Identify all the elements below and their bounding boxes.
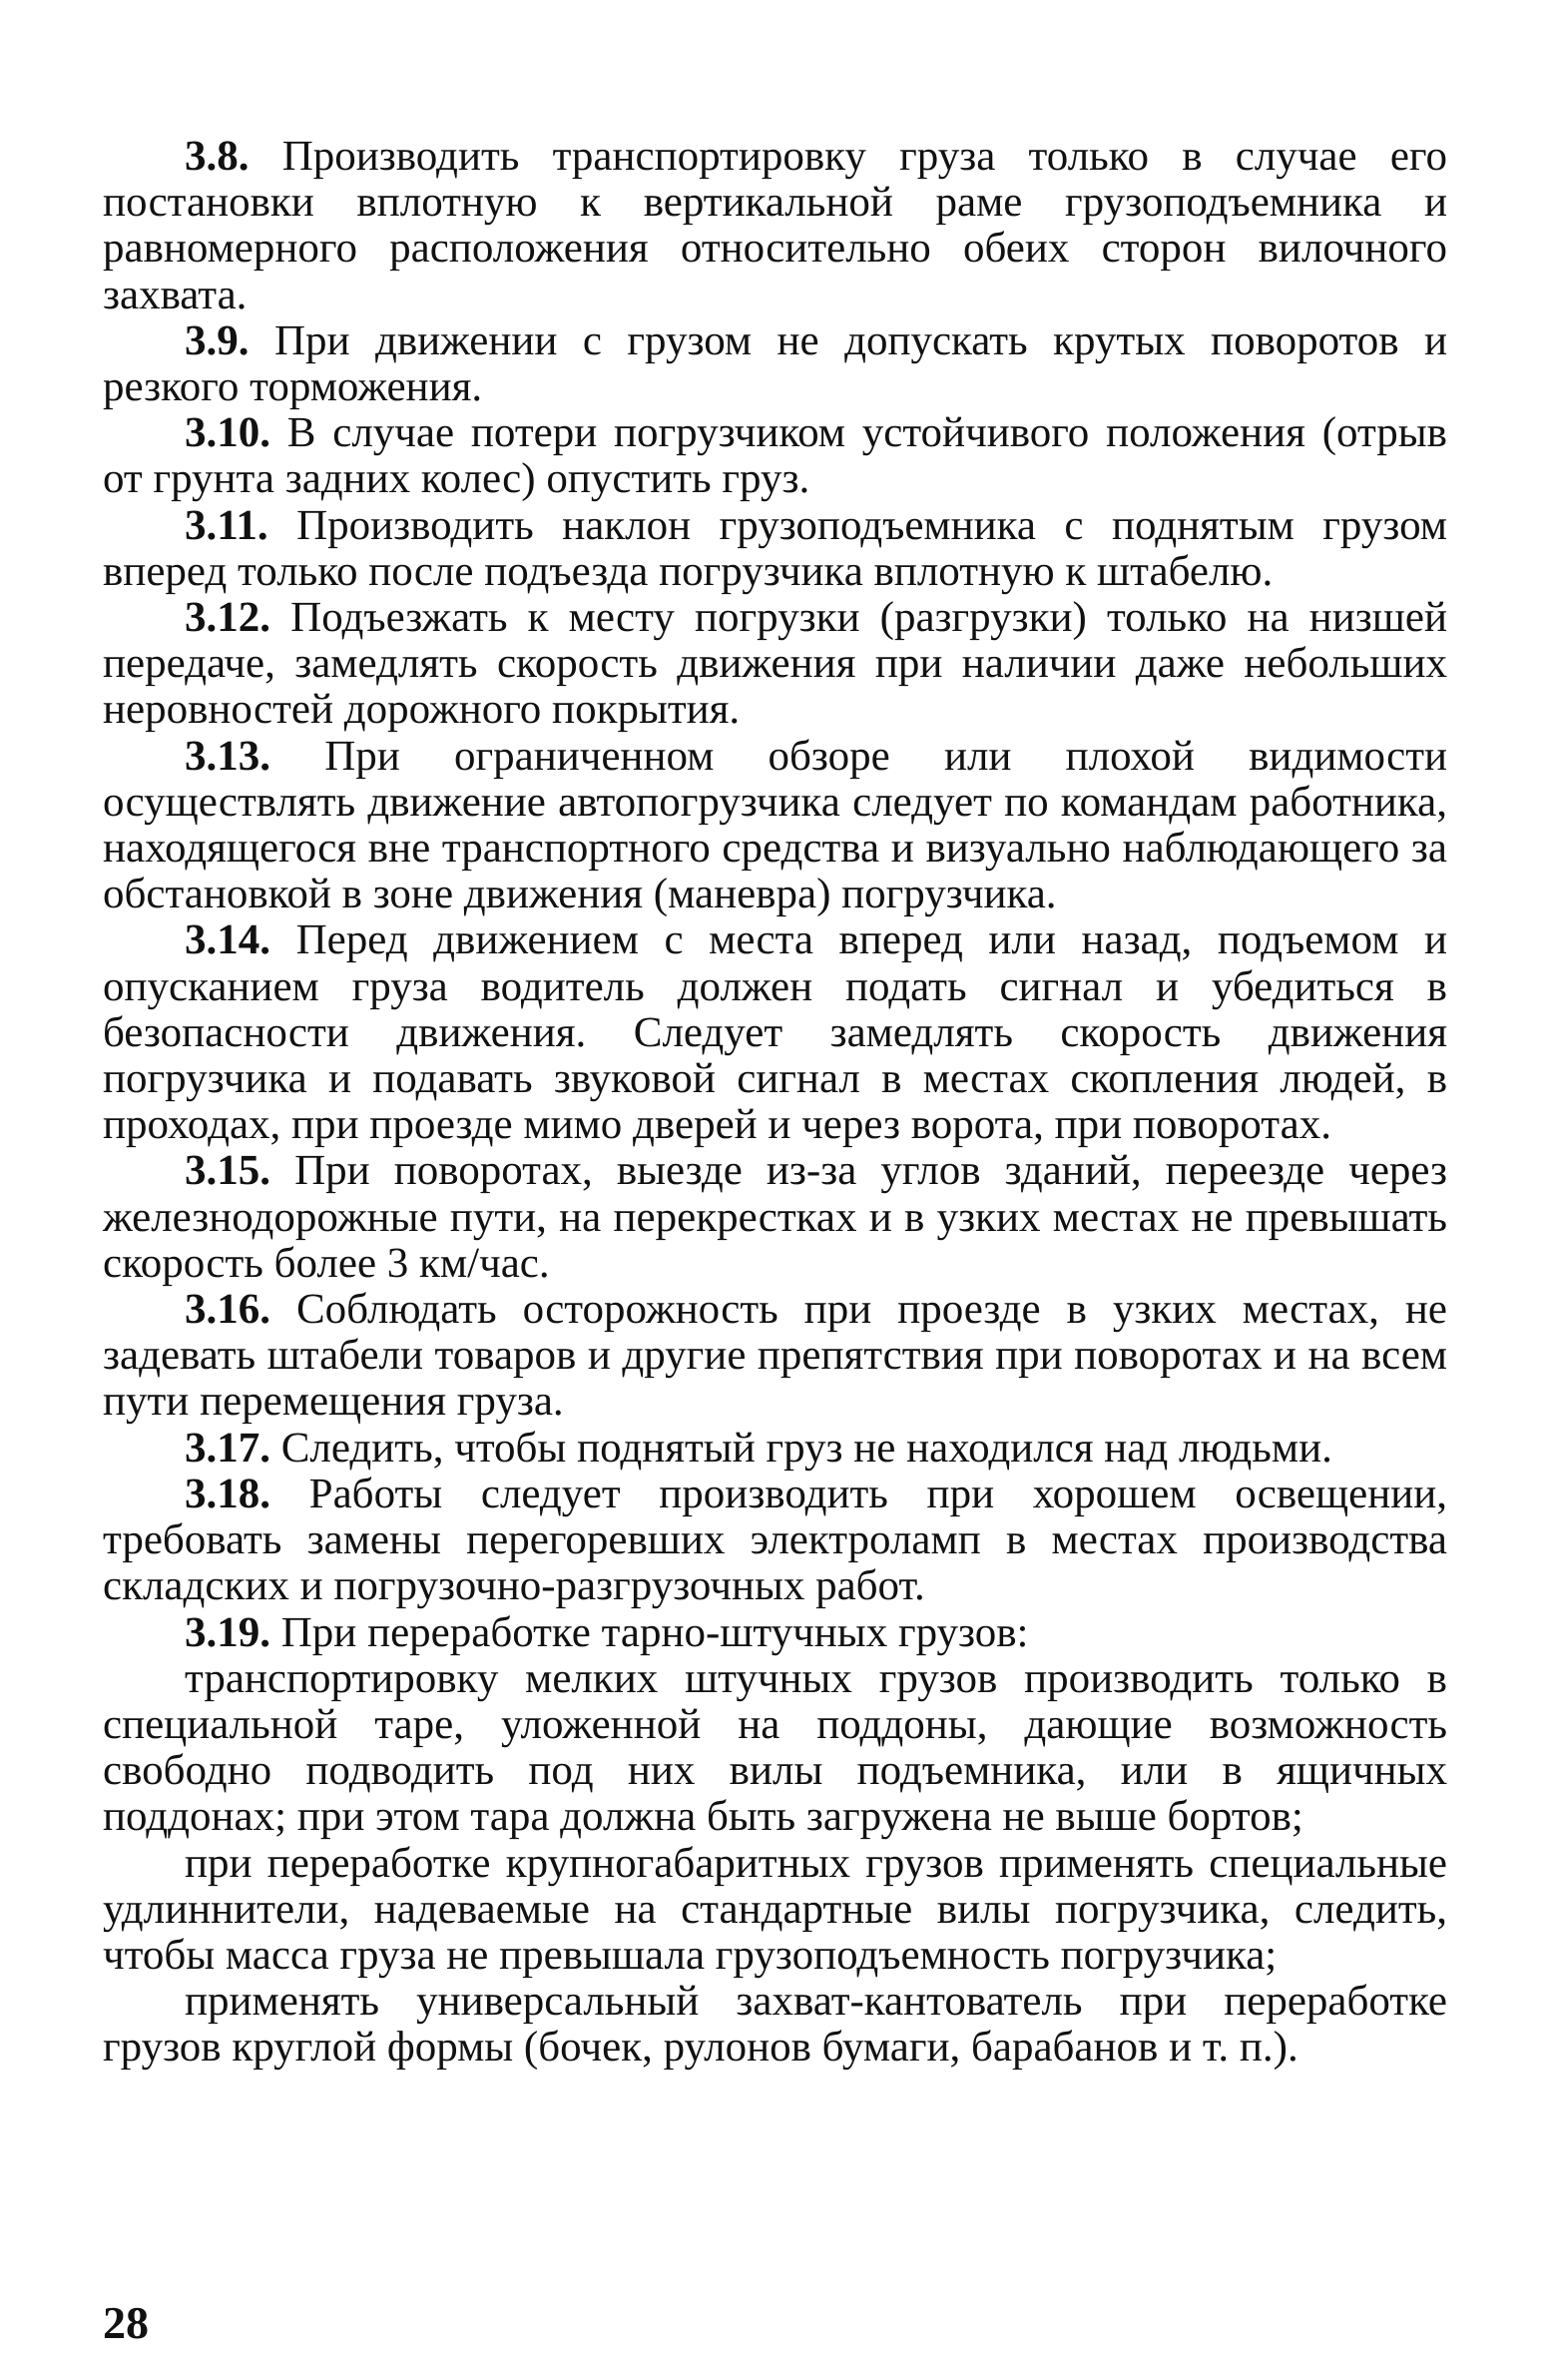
paragraph-3-19-round-items (103, 1979, 1447, 2071)
paragraph-3-11 (103, 503, 1447, 595)
paragraph-text: При переработке тарно-штучных грузов: (270, 1608, 1029, 1656)
paragraph-3-18 (103, 1472, 1447, 1610)
item-number: 3.13. (185, 732, 270, 780)
paragraph-3-17 (103, 1426, 1447, 1472)
paragraph-text: Производить наклон грузоподъемника с поднятым грузом вперед только после подъезда погрузчика вплотную к штабелю. (103, 501, 1447, 595)
item-number: 3.11. (185, 501, 268, 549)
paragraph-3-19 (103, 1610, 1447, 1656)
paragraph-3-10 (103, 410, 1447, 502)
paragraph-text: при переработке крупногабаритных грузов применять специальные удлиннители, надеваемые на стандартные вилы погрузчика, следить, чтобы масса груза не превышала грузоподъемность погрузчика; (103, 1839, 1447, 1979)
page-body-text (103, 134, 1447, 2072)
paragraph-text: Работы следует производить при хорошем освещении, требовать замены перегоревших электроламп в местах производства складских и погрузочно-разгрузочных работ. (103, 1470, 1447, 1610)
paragraph-3-8 (103, 134, 1447, 318)
paragraph-text: Производить транспортировку груза только в случае его постановки вплотную к вертикальной раме грузоподъемника и равномерного расположения относительно обеих сторон вилочного захвата. (103, 133, 1447, 318)
paragraph-text: При движении с грузом не допускать крутых поворотов и резкого торможения. (103, 316, 1447, 411)
paragraph-text: При поворотах, выезде из-за углов зданий, переезде через железнодорожные пути, на перекрестках и в узких местах не превышать скорость более 3 км/час. (103, 1147, 1447, 1287)
paragraph-text: В случае потери погрузчиком устойчивого положения (отрыв от грунта задних колес) опустить груз. (103, 409, 1447, 503)
item-number: 3.18. (185, 1470, 270, 1517)
paragraph-3-16 (103, 1287, 1447, 1426)
item-number: 3.14. (185, 916, 270, 964)
item-number: 3.17. (185, 1424, 270, 1472)
paragraph-text: Следить, чтобы поднятый груз не находился над людьми. (270, 1424, 1332, 1472)
paragraph-text: Перед движением с места вперед или назад, подъемом и опусканием груза водитель должен подать сигнал и убедиться в безопасности движения. Следует замедлять скорость движения погрузчика и подавать звуковой сигнал в местах скопления людей, в проходах, при проезде мимо дверей и через ворота, при поворотах. (103, 916, 1447, 1149)
paragraph-text: применять универсальный захват-кантователь при переработке грузов круглой формы (бочек, рулонов бумаги, барабанов и т. п.). (103, 1978, 1447, 2072)
item-number: 3.19. (185, 1608, 270, 1656)
paragraph-text: При ограниченном обзоре или плохой видимости осуществлять движение автопогрузчика следует по командам работника, находящегося вне транспортного средства и визуально наблюдающего за обстановкой в зоне движения (маневра) погрузчика. (103, 732, 1447, 918)
item-number: 3.8. (185, 133, 250, 180)
item-number: 3.9. (185, 316, 250, 364)
item-number: 3.15. (185, 1147, 270, 1195)
paragraph-text: Соблюдать осторожность при проезде в узких местах, не задевать штабели товаров и другие препятствия при поворотах и на всем пути перемещения груза. (103, 1286, 1447, 1426)
paragraph-3-14 (103, 917, 1447, 1148)
paragraph-text: Подъезжать к месту погрузки (разгрузки) только на низшей передаче, замедлять скорость движения при наличии даже небольших неровностей дорожного покрытия. (103, 594, 1447, 734)
item-number: 3.10. (185, 409, 270, 457)
paragraph-3-13 (103, 734, 1447, 918)
paragraph-text: транспортировку мелких штучных грузов производить только в специальной таре, уложенной на поддоны, дающие возможность свободно подводить под них вилы подъемника, или в ящичных поддонах; при этом тара должна быть загружена не выше бортов; (103, 1654, 1447, 1841)
page-number: 28 (103, 2297, 149, 2348)
item-number: 3.16. (185, 1286, 270, 1334)
paragraph-3-19-large-items (103, 1841, 1447, 1980)
paragraph-3-15 (103, 1148, 1447, 1287)
paragraph-3-12 (103, 595, 1447, 734)
paragraph-3-9 (103, 318, 1447, 410)
paragraph-3-19-small-items (103, 1656, 1447, 1841)
item-number: 3.12. (185, 594, 270, 642)
